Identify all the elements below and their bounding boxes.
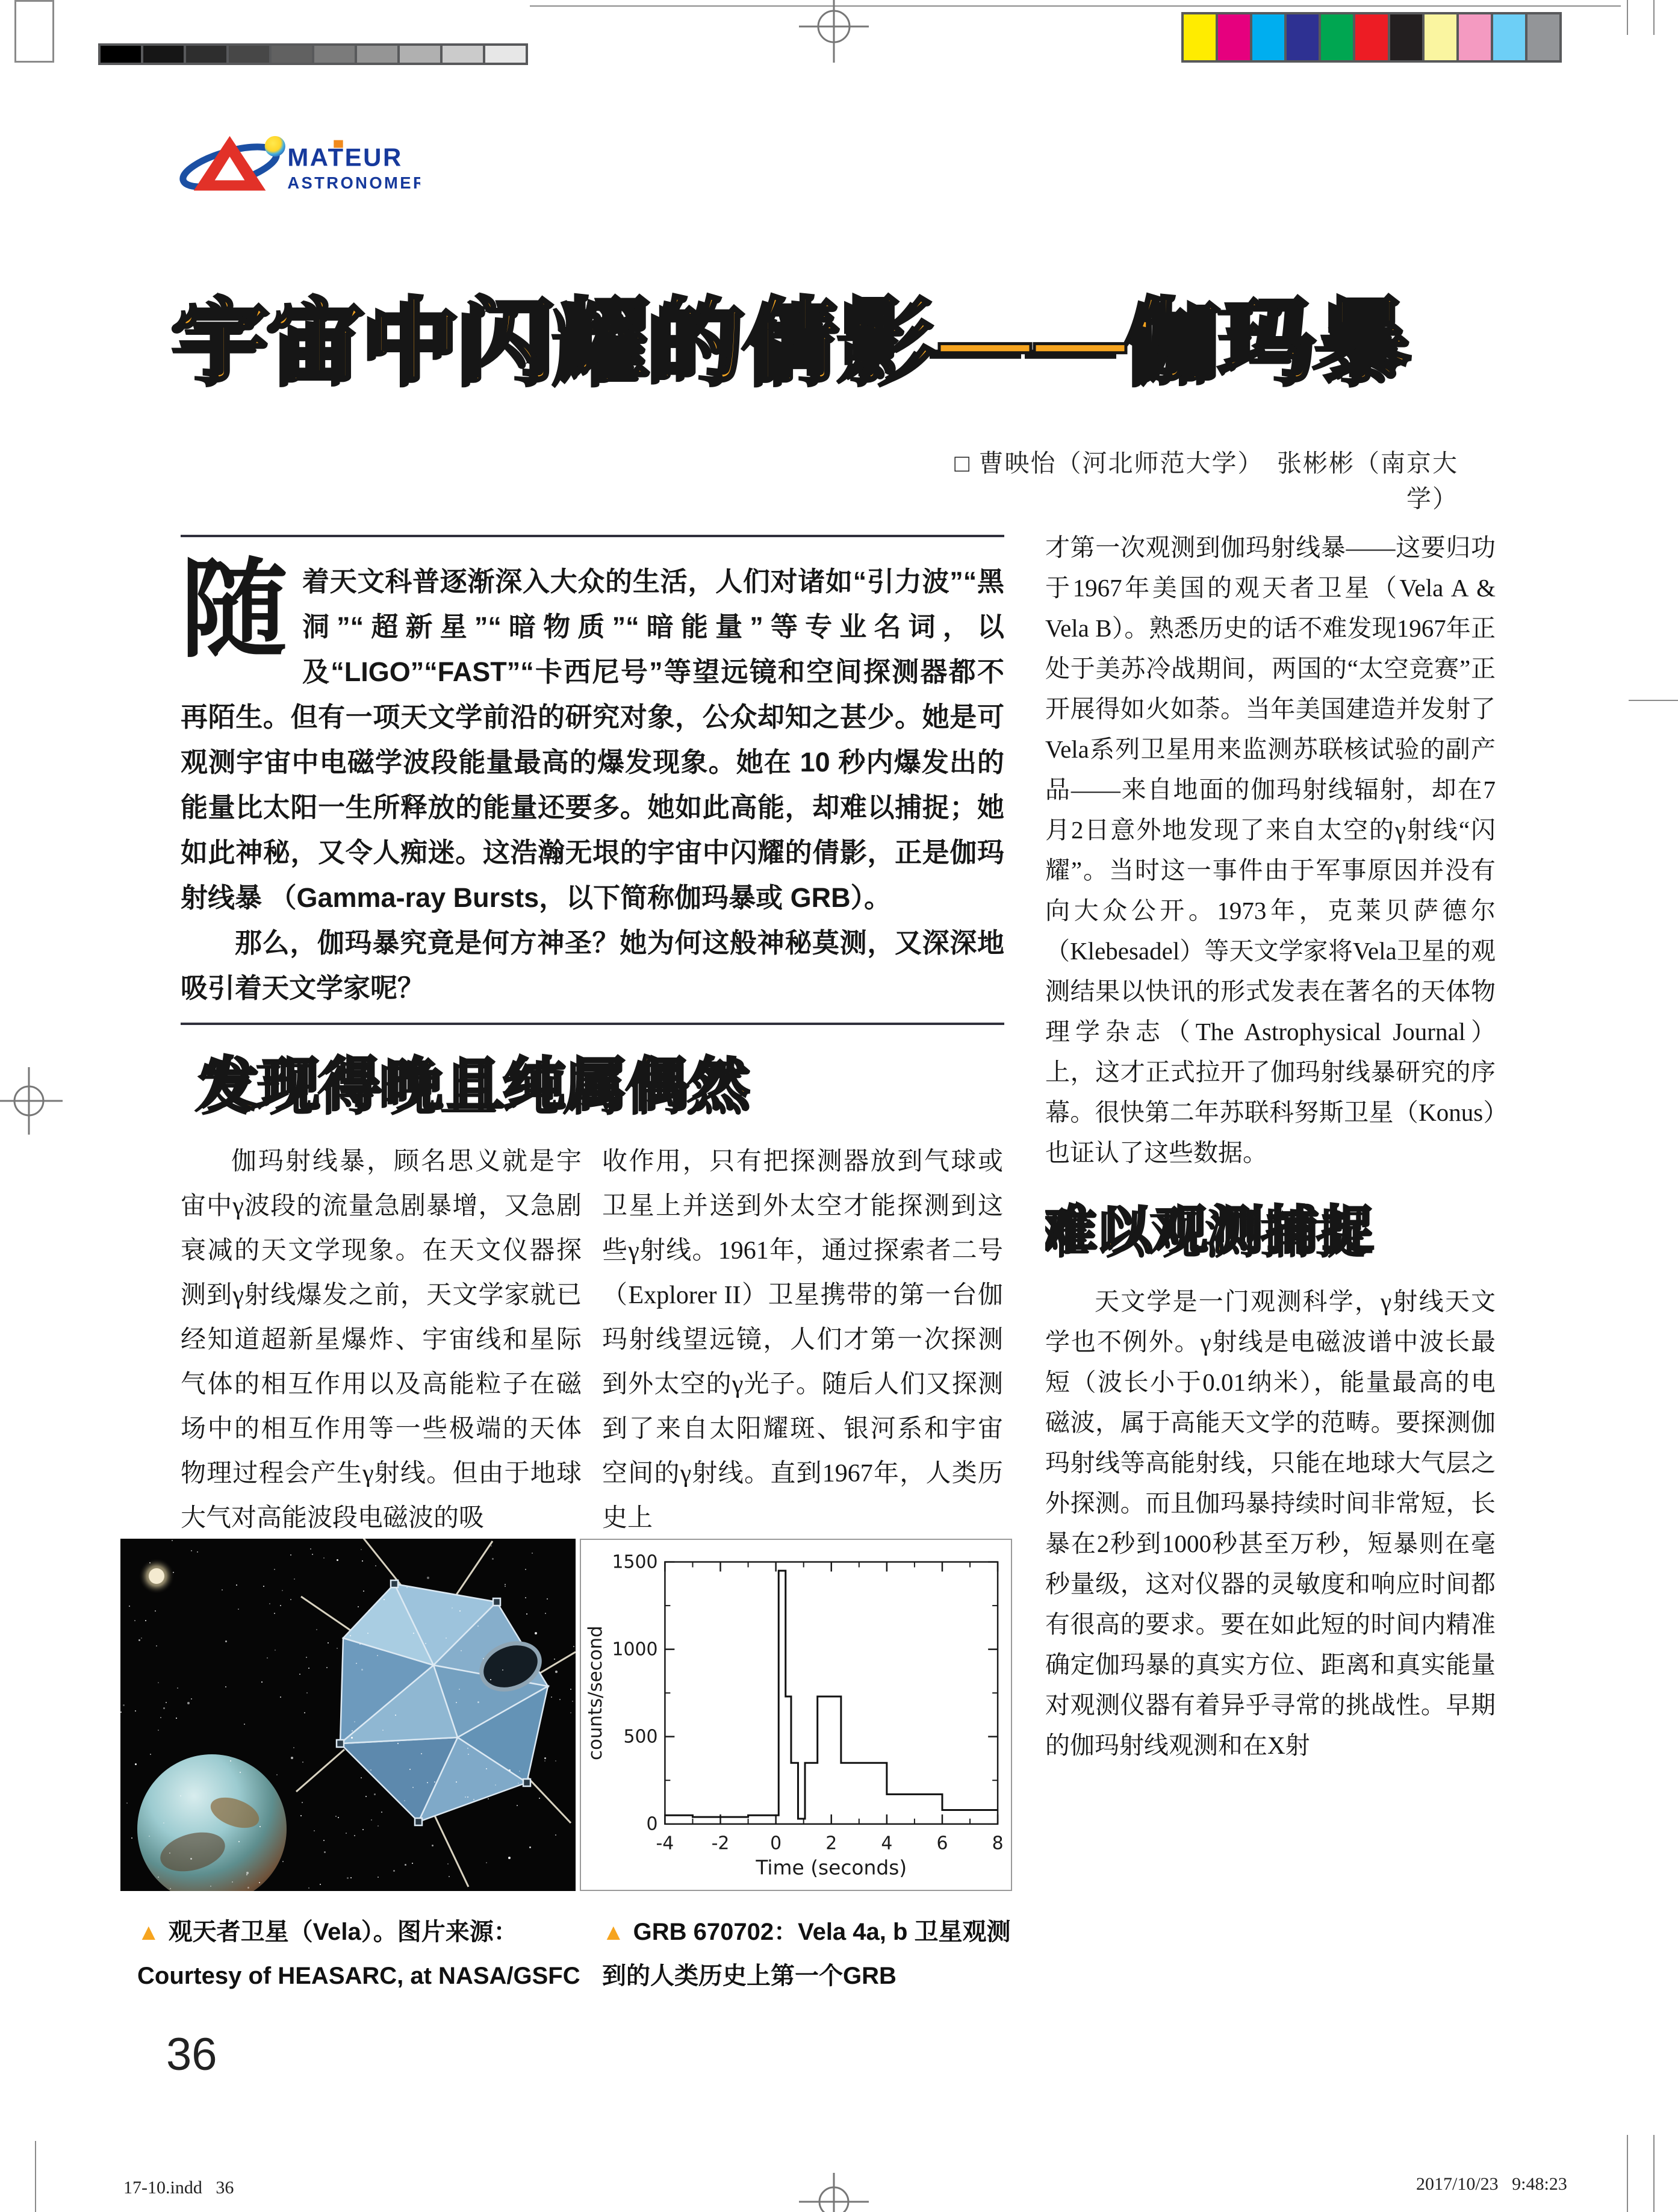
- amateur-astronomer-logo: [178, 128, 420, 199]
- star-dot: [395, 1715, 396, 1716]
- star-dot: [314, 1830, 315, 1831]
- star-dot: [573, 1646, 574, 1647]
- column-1-text: 伽玛射线暴，顾名思义就是宇宙中γ波段的流量急剧暴增，又急剧衰减的天文学现象。在天文仪器探测到γ射线爆发之前，天文学家就已经知道超新星爆炸、宇宙线和星际气体的相互作用以及高能粒子在磁场中的相互作用等一些极端的天体物理过程会产生γ射线。但由于地球大气对高能波段电磁波的吸: [181, 1148, 582, 1532]
- star-dot: [126, 1802, 128, 1804]
- star-dot: [210, 1886, 211, 1887]
- calibration-swatch: [1287, 14, 1319, 60]
- grb-caption: [602, 1910, 1018, 1998]
- intro-paragraph-1: [181, 550, 1004, 920]
- star-dot: [163, 1822, 164, 1824]
- article-title: 宇宙中闪耀的倩影——伽玛暴: [178, 290, 1415, 393]
- star-dot: [405, 1864, 406, 1866]
- section-heading-discovery: 发现得晚且纯属偶然: [201, 1053, 754, 1117]
- star-dot: [505, 1586, 506, 1587]
- star-dot: [308, 1887, 309, 1889]
- star-dot: [187, 1702, 190, 1704]
- intro-block: [181, 550, 1004, 1011]
- logo-globe-icon: [265, 136, 285, 157]
- calibration-swatch: [1184, 14, 1216, 60]
- calibration-swatch: [101, 46, 141, 63]
- calibration-swatch: [485, 46, 526, 63]
- star-dot: [135, 1763, 137, 1765]
- calibration-swatch: [1425, 14, 1456, 60]
- star-dot: [432, 1845, 433, 1846]
- calibration-swatch: [357, 46, 397, 63]
- footer-file-slug: 17-10.indd 36: [123, 2178, 234, 2198]
- calibration-swatch: [400, 46, 440, 63]
- star-dot: [246, 1872, 249, 1874]
- star-dot: [459, 1610, 461, 1612]
- star-dot: [547, 1598, 548, 1600]
- svg-text:-2: -2: [711, 1833, 730, 1854]
- drop-cap: 随: [181, 550, 288, 670]
- column-2-text: 收作用，只有把探测器放到气球或卫星上并送到外太空才能探测到这些γ射线。1961年，通过探索者二号（Explorer II）卫星携带的第一台伽玛射线望远镜，人们才第一次探测到外太空的γ光子。随后人们又探测到了来自太阳耀斑、银河系和宇宙空间的γ射线。直到1967年，人类历史上: [602, 1148, 1003, 1532]
- star-dot: [261, 1681, 263, 1683]
- star-dot: [225, 1640, 227, 1642]
- star-dot: [361, 1669, 363, 1671]
- star-dot: [490, 1679, 491, 1680]
- trim-line-top-right-b: [1653, 0, 1655, 35]
- grb-lightcurve-figure: [580, 1539, 1012, 1891]
- star-dot: [465, 1796, 466, 1798]
- star-dot: [197, 1551, 198, 1553]
- star-dot: [351, 1737, 353, 1739]
- star-dot: [354, 1721, 355, 1722]
- star-dot: [176, 1718, 177, 1719]
- star-dot: [505, 1584, 506, 1585]
- star-dot: [337, 1559, 338, 1561]
- footer-timestamp: 2017/10/23 9:48:23: [1416, 2174, 1567, 2194]
- intro-paragraph-2: 那么，伽玛暴究竟是何方神圣？她为何这般神秘莫测，又深深地吸引着天文学家呢？: [181, 927, 1004, 1003]
- body-column-1: [181, 1139, 582, 1537]
- star-dot: [120, 1712, 122, 1713]
- svg-text:1500: 1500: [612, 1551, 658, 1573]
- star-dot: [149, 1836, 150, 1837]
- star-dot: [488, 1798, 489, 1799]
- trim-corner-box: [14, 0, 54, 63]
- star-dot: [191, 1550, 192, 1551]
- star-dot: [449, 1876, 450, 1877]
- calibration-swatch: [443, 46, 483, 63]
- star-dot: [459, 1689, 460, 1690]
- calibration-swatch: [1218, 14, 1250, 60]
- star-dot: [335, 1816, 337, 1817]
- registration-mark-icon: [799, 0, 869, 63]
- star-dot: [535, 1632, 537, 1634]
- calibration-swatch: [1321, 14, 1353, 60]
- calibration-swatch: [1493, 14, 1525, 60]
- trim-line-top: [530, 5, 1621, 7]
- star-dot: [382, 1730, 384, 1731]
- divider-bottom: [181, 1023, 1004, 1025]
- svg-text:8: 8: [992, 1833, 1004, 1854]
- grb-caption-text: GRB 670702：Vela 4a, b 卫星观测到的人类历史上第一个GRB: [602, 1919, 1011, 1989]
- svg-text:0: 0: [770, 1833, 782, 1854]
- calibration-swatch: [1390, 14, 1422, 60]
- page-number: 36: [166, 2029, 217, 2080]
- star-dot: [240, 1772, 241, 1773]
- star-dot: [406, 1587, 408, 1588]
- star-dot: [461, 1650, 462, 1651]
- star-dot: [276, 1774, 278, 1775]
- star-dot: [545, 1613, 546, 1614]
- svg-text:counts/second: counts/second: [584, 1625, 606, 1760]
- star-dot: [508, 1857, 511, 1859]
- star-dot: [320, 1884, 321, 1885]
- star-dot: [525, 1569, 526, 1570]
- star-dot: [158, 1730, 159, 1731]
- star-dot: [361, 1549, 362, 1550]
- star-dot: [145, 1620, 146, 1621]
- planet-earth: [137, 1754, 287, 1891]
- star-dot: [177, 1687, 178, 1689]
- svg-text:2: 2: [825, 1833, 837, 1854]
- star-dot: [326, 1667, 328, 1668]
- star-dot: [150, 1754, 151, 1755]
- trim-line-top-right-a: [1627, 0, 1628, 35]
- calibration-swatch: [186, 46, 226, 63]
- logo-amateur-text: MATEUR: [287, 143, 403, 172]
- star-dot: [263, 1586, 264, 1587]
- calibration-swatch: [1252, 14, 1284, 60]
- svg-text:Time (seconds): Time (seconds): [756, 1855, 907, 1880]
- satellite-body: [337, 1580, 548, 1825]
- star-dot: [363, 1590, 364, 1592]
- trim-line-bottom-right-a: [1627, 2135, 1628, 2212]
- section-2-text: 天文学是一门观测科学，γ射线天文学也不例外。γ射线是电磁波谱中波长最短（波长小于0.01纳米），能量最高的电磁波，属于高能天文学的范畴。要探测伽玛射线等高能射线，只能在地球大气层之外探测。而且伽玛暴持续时间非常短，长暴在2秒到1000秒甚至万秒，短暴则在毫秒量级，这对仪器的灵敏度和响应时间都有很高的要求。要在如此短的时间内精准确定伽玛暴的真实方位、距离和真实能量对观测仪器有着异乎寻常的挑战性。早期的伽玛射线观测和在X射: [1045, 1288, 1496, 1759]
- svg-text:-4: -4: [656, 1833, 674, 1854]
- byline: □ 曹映怡（河北师范大学） 张彬彬（南京大学）: [954, 449, 1458, 512]
- logo-astronomer-text: ASTRONOMER: [287, 173, 420, 193]
- section-heading-hard-to-observe: 难以观测捕捉: [1045, 1201, 1378, 1259]
- star-dot: [310, 1548, 311, 1550]
- star-dot: [312, 1554, 313, 1555]
- star-dot: [412, 1863, 413, 1864]
- calibration-swatch: [1459, 14, 1491, 60]
- caption-triangle-icon: ▲: [137, 1920, 160, 1945]
- divider-top: [181, 535, 1004, 537]
- star-dot: [282, 1861, 284, 1862]
- star-dot: [244, 1724, 245, 1725]
- star-dot: [247, 1887, 249, 1889]
- svg-text:0: 0: [646, 1813, 658, 1835]
- star-dot: [502, 1669, 503, 1671]
- grayscale-calibration-bar: [98, 43, 528, 65]
- star-dot: [412, 1787, 414, 1788]
- star-dot: [486, 1862, 487, 1863]
- star-dot: [555, 1760, 556, 1762]
- star-dot: [354, 1835, 355, 1836]
- star-dot: [554, 1659, 555, 1660]
- calibration-swatch: [1527, 14, 1559, 60]
- star-dot: [413, 1633, 414, 1634]
- star-dot: [238, 1609, 239, 1610]
- svg-text:1000: 1000: [612, 1639, 658, 1660]
- intro-text-1: 着天文科普逐渐深入大众的生活，人们对诸如“引力波”“黑洞”“超新星”“暗物质”“暗能量”等专业名词，以及“LIGO”“FAST”“卡西尼号”等望远镜和空间探测器都不再陌生。但有一项天文学前沿的研究对象，公众却知之甚少。她是可观测宇宙中电磁学波段能量最高的爆发现象。她在 10 秒内爆发出的能量比太阳一生所释放的能量还要多。她如此高能，却难以捕捉；她如此神秘，又令人痴迷。这浩瀚无垠的宇宙中闪耀的倩影，正是伽玛射线暴 （Gamma-ray Bursts，以下简称伽玛暴或 GRB）。: [181, 566, 1004, 913]
- svg-text:500: 500: [623, 1726, 658, 1748]
- star-dot: [572, 1701, 573, 1702]
- vela-caption: [137, 1910, 617, 1998]
- column-3-text: 才第一次观测到伽玛射线暴——这要归功于1967年美国的观天者卫星（Vela A & Vela B）。熟悉历史的话不难发现1967年正处于美苏冷战期间，两国的“太空竞赛”正开展得如火如荼。当年美国建造并发射了Vela系列卫星用来监测苏联核试验的副产品——来自地面的伽玛射线辐射，却在7月2日意外地发现了来自太空的γ射线“闪耀”。当时这一事件由于军事原因并没有向大众公开。1973年，克莱贝萨德尔（Klebesadel）等天文学家将Vela卫星的观测结果以快讯的形式发表在著名的天体物理学杂志（The Astrophysical Journal）上，这才正式拉开了伽玛射线暴研究的序幕。很快第二年苏联科努斯卫星（Konus）也证认了这些数据。: [1045, 534, 1496, 1167]
- vela-satellite-photo: [120, 1539, 576, 1891]
- star-dot: [359, 1643, 361, 1645]
- vela-caption-text: 观天者卫星（Vela）。图片来源：Courtesy of HEASARC, at NASA/GSFC: [137, 1919, 580, 1989]
- body-column-2: [602, 1139, 1003, 1537]
- trim-line-bottom-left: [35, 2141, 36, 2212]
- star-dot: [362, 1560, 363, 1562]
- svg-text:4: 4: [881, 1833, 893, 1854]
- svg-text:6: 6: [936, 1833, 948, 1854]
- star-dot: [323, 1840, 325, 1841]
- star-dot: [291, 1757, 293, 1759]
- star-dot: [468, 1754, 469, 1755]
- star-dot: [367, 1633, 368, 1634]
- calibration-swatch: [272, 46, 312, 63]
- calibration-swatch: [229, 46, 269, 63]
- body-column-3: [1045, 528, 1496, 1999]
- color-calibration-bar: [1181, 12, 1562, 63]
- calibration-swatch: [1355, 14, 1387, 60]
- star-dot: [452, 1607, 453, 1609]
- star-dot: [346, 1833, 347, 1834]
- star-dot: [274, 1613, 275, 1614]
- star-dot: [570, 1689, 571, 1690]
- star-dot: [492, 1558, 494, 1560]
- grb-lightcurve-chart: [581, 1540, 1011, 1890]
- trim-tick-right: [1629, 700, 1678, 701]
- star-dot: [156, 1645, 157, 1647]
- star-dot: [361, 1777, 362, 1778]
- star-dot: [371, 1819, 372, 1821]
- vela-satellite-illustration: [120, 1539, 576, 1891]
- caption-triangle-icon: ▲: [602, 1920, 625, 1945]
- star-dot: [293, 1747, 294, 1748]
- star-dot: [362, 1829, 364, 1830]
- star-dot: [166, 1702, 167, 1703]
- star-dot: [409, 1769, 411, 1770]
- registration-mark-icon: [799, 2173, 869, 2212]
- star-dot: [378, 1877, 379, 1878]
- star-dot: [299, 1674, 300, 1675]
- star-dot: [425, 1643, 426, 1644]
- calibration-swatch: [143, 46, 184, 63]
- star-dot: [190, 1858, 192, 1860]
- star-dot: [456, 1781, 457, 1783]
- registration-mark-icon: [0, 1067, 63, 1135]
- calibration-swatch: [314, 46, 355, 63]
- star-dot: [155, 1610, 156, 1612]
- star-dot: [352, 1730, 353, 1731]
- trim-line-bottom-right-b: [1653, 2135, 1655, 2212]
- star-dot: [477, 1701, 479, 1703]
- star-dot: [384, 1599, 385, 1600]
